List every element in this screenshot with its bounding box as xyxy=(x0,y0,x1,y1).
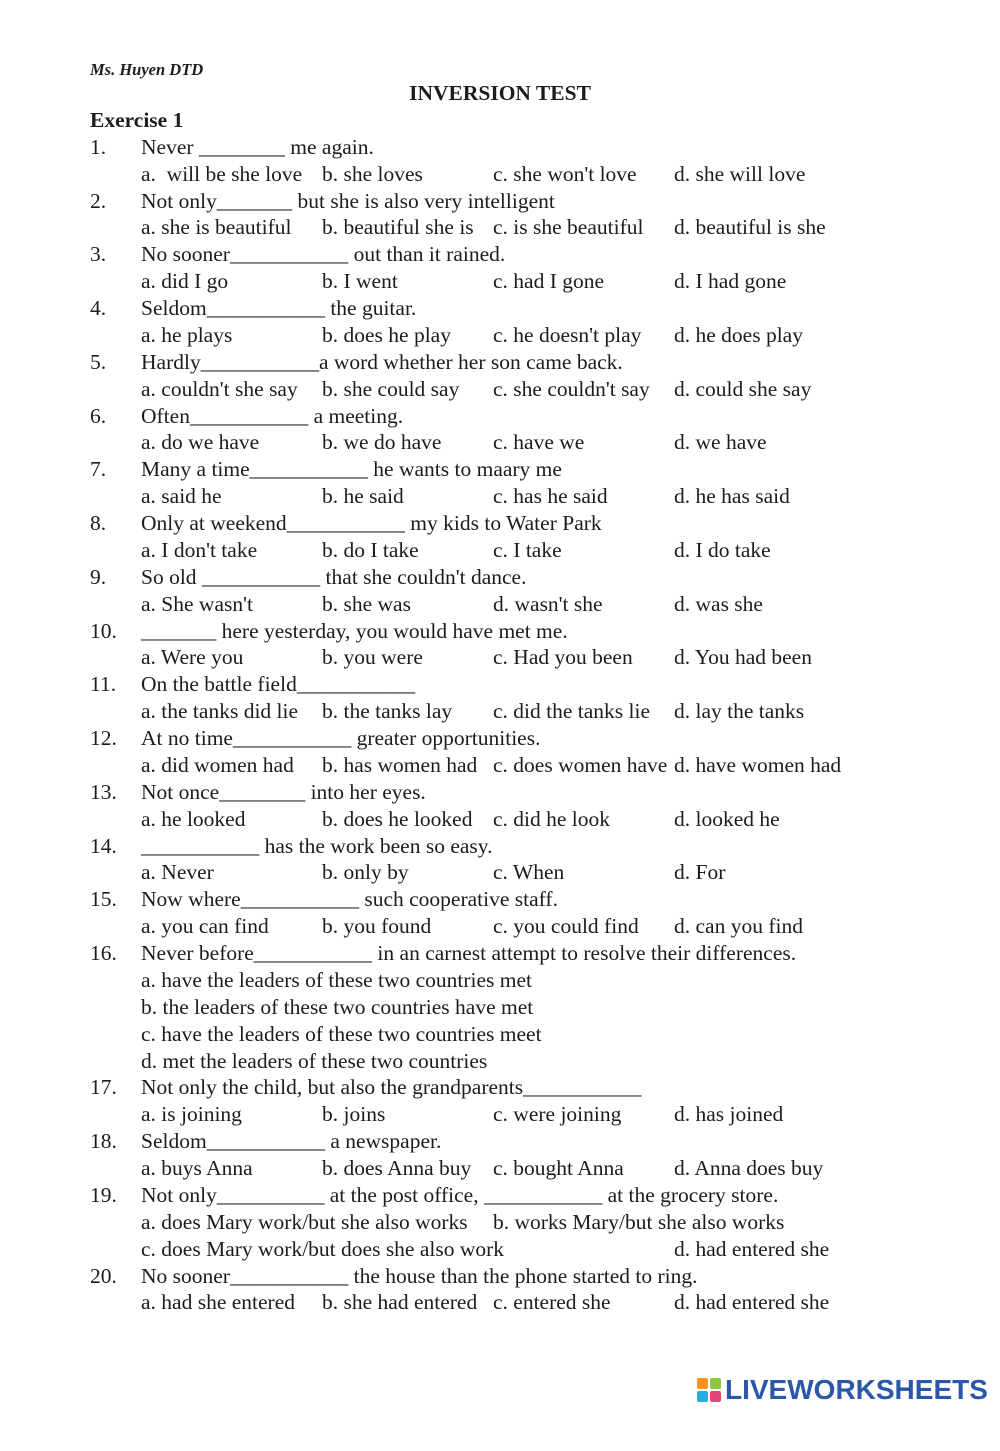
question-18-options-line xyxy=(90,1155,910,1182)
question-15-options-line xyxy=(90,913,910,940)
question-12-option-a: a. did women had xyxy=(141,752,294,777)
question-14-number: 14. xyxy=(90,833,117,858)
question-15-stem-line xyxy=(90,886,910,913)
question-9-stem-line xyxy=(90,564,910,591)
question-7-option-c: c. has he said xyxy=(493,484,608,509)
question-12-number: 12. xyxy=(90,726,117,750)
question-10-stem-line xyxy=(90,618,910,645)
question-3-option-b: b. I went xyxy=(322,269,398,294)
question-3-option-a: a. did I go xyxy=(141,269,229,294)
question-6-stem-line xyxy=(90,403,910,430)
question-7-option-d: d. he has said xyxy=(674,484,790,509)
question-17-option-a: a. is joining xyxy=(141,1102,242,1127)
question-5-stem-line xyxy=(90,349,910,376)
logo-icon-block xyxy=(697,1378,708,1389)
question-20-option-b: b. she had entered xyxy=(322,1290,478,1315)
question-16-option-a-line xyxy=(90,967,910,994)
question-7-stem: Many a time___________ he wants to maary me xyxy=(141,457,562,482)
logo-wordmark: LIVEWORKSHEETS xyxy=(725,1374,988,1405)
question-19-stem: Not only__________ at the post office, ___________ at the grocery store. xyxy=(141,1182,779,1207)
question-10-number: 10. xyxy=(90,618,117,643)
question-10-options-line xyxy=(90,644,910,671)
question-11-option-d: d. lay the tanks xyxy=(674,699,805,724)
question-5-option-c: c. she couldn't say xyxy=(493,376,650,401)
question-7-option-b: b. he said xyxy=(322,484,404,509)
question-7-options-line xyxy=(90,483,910,510)
question-1-option-d: d. she will love xyxy=(674,161,806,186)
question-7-stem-line xyxy=(90,456,910,483)
question-15-stem: Now where___________ such cooperative staff. xyxy=(141,887,558,912)
worksheet xyxy=(90,80,910,1316)
question-8-stem: Only at weekend___________ my kids to Water Park xyxy=(141,511,602,535)
question-1-stem-line xyxy=(90,134,910,161)
question-8-option-d: d. I do take xyxy=(674,537,771,562)
question-16-option-d-line xyxy=(90,1048,910,1075)
question-11-number: 11. xyxy=(90,672,117,697)
author-name: Ms. Huyen DTD xyxy=(90,60,204,79)
question-10-option-b: b. you were xyxy=(322,645,423,670)
question-16-option-d: d. met the leaders of these two countries xyxy=(141,1048,488,1073)
question-14-option-b: b. only by xyxy=(322,860,409,885)
question-16-option-a: a. have the leaders of these two countries met xyxy=(141,967,533,992)
question-14-options-line xyxy=(90,859,910,886)
question-1-stem: Never ________ me again. xyxy=(141,134,374,159)
question-12-option-d: d. have women had xyxy=(674,752,842,777)
question-5-option-a: a. couldn't she say xyxy=(141,376,298,401)
question-4-option-a: a. he plays xyxy=(141,322,233,347)
question-14-option-a: a. Never xyxy=(141,860,214,885)
question-20-option-d: d. had entered she xyxy=(674,1290,830,1315)
question-19-number: 19. xyxy=(90,1182,117,1207)
question-13-option-c: c. did he look xyxy=(493,806,611,831)
question-19-options-line-1 xyxy=(90,1209,910,1236)
question-14-option-c: c. When xyxy=(493,860,565,885)
question-8-options-line xyxy=(90,537,910,564)
question-14-stem: ___________ has the work been so easy. xyxy=(141,833,493,858)
question-16-stem: Never before___________ in an carnest attempt to resolve their differences. xyxy=(141,941,797,965)
question-18-stem: Seldom___________ a newspaper. xyxy=(141,1129,442,1154)
question-15-option-c: c. you could find xyxy=(493,914,639,939)
question-2-stem: Not only_______ but she is also very intelligent xyxy=(141,188,555,213)
question-16-option-c: c. have the leaders of these two countries meet xyxy=(141,1021,542,1046)
question-17-option-d: d. has joined xyxy=(674,1102,784,1127)
question-17-number: 17. xyxy=(90,1075,117,1100)
question-9-stem: So old ___________ that she couldn't dance. xyxy=(141,564,527,589)
question-20-stem-line xyxy=(90,1263,910,1290)
question-2-option-c: c. is she beautiful xyxy=(493,215,644,240)
question-17-stem: Not only the child, but also the grandparents___________ xyxy=(141,1075,642,1100)
question-7-option-a: a. said he xyxy=(141,484,222,509)
logo-icon-block xyxy=(697,1391,708,1402)
question-13-option-a: a. he looked xyxy=(141,806,246,831)
question-2-option-d: d. beautiful is she xyxy=(674,215,826,240)
question-19-stem-line xyxy=(90,1182,910,1209)
question-8-stem-line xyxy=(90,510,910,537)
question-8-option-b: b. do I take xyxy=(322,537,419,562)
question-11-option-b: b. the tanks lay xyxy=(322,699,453,724)
question-19-option-b: b. works Mary/but she also works xyxy=(493,1209,785,1234)
question-10-option-c: c. Had you been xyxy=(493,645,633,670)
question-12-option-b: b. has women had xyxy=(322,752,478,777)
question-6-option-c: c. have we xyxy=(493,430,585,455)
question-18-option-d: d. Anna does buy xyxy=(674,1156,824,1180)
liveworksheets-logo-icon xyxy=(697,1378,722,1403)
question-8-option-a: a. I don't take xyxy=(141,537,258,562)
question-3-options-line xyxy=(90,268,910,295)
question-4-option-d: d. he does play xyxy=(674,322,803,347)
question-13-options-line xyxy=(90,806,910,833)
question-18-option-a: a. buys Anna xyxy=(141,1156,253,1180)
question-3-stem: No sooner___________ out than it rained. xyxy=(141,242,506,267)
question-8-number: 8. xyxy=(90,511,107,535)
question-10-stem: _______ here yesterday, you would have met me. xyxy=(141,618,568,643)
question-14-stem-line xyxy=(90,833,910,860)
question-10-option-a: a. Were you xyxy=(141,645,244,670)
question-12-option-c: c. does women have xyxy=(493,752,668,777)
question-13-option-b: b. does he looked xyxy=(322,806,473,831)
question-16-stem-line xyxy=(90,940,910,967)
question-2-number: 2. xyxy=(90,188,107,213)
question-1-option-c: c. she won't love xyxy=(493,161,637,186)
question-11-option-c: c. did the tanks lie xyxy=(493,699,651,724)
logo-icon-block xyxy=(710,1391,721,1402)
question-12-stem: At no time___________ greater opportunities. xyxy=(141,726,541,750)
question-2-option-b: b. beautiful she is xyxy=(322,215,474,240)
question-15-option-d: d. can you find xyxy=(674,914,803,939)
liveworksheets-logo xyxy=(697,1376,988,1404)
question-18-option-c: c. bought Anna xyxy=(493,1156,624,1180)
question-10-option-d: d. You had been xyxy=(674,645,812,670)
question-3-option-c: c. had I gone xyxy=(493,269,605,294)
question-6-options-line xyxy=(90,429,910,456)
question-13-stem: Not once________ into her eyes. xyxy=(141,779,426,804)
question-9-options-line xyxy=(90,591,910,618)
question-20-options-line xyxy=(90,1289,910,1316)
question-4-option-c: c. he doesn't play xyxy=(493,322,642,347)
exercise-label: Exercise 1 xyxy=(90,107,184,132)
question-6-number: 6. xyxy=(90,403,107,428)
question-16-number: 16. xyxy=(90,941,117,965)
question-15-number: 15. xyxy=(90,887,117,912)
question-9-number: 9. xyxy=(90,564,107,589)
question-8-option-c: c. I take xyxy=(493,537,562,562)
question-11-options-line xyxy=(90,698,910,725)
question-15-option-b: b. you found xyxy=(322,914,432,939)
question-5-stem: Hardly___________a word whether her son came back. xyxy=(141,349,623,374)
question-5-option-b: b. she could say xyxy=(322,376,460,401)
question-20-number: 20. xyxy=(90,1263,117,1288)
question-11-stem: On the battle field___________ xyxy=(141,672,416,697)
question-1-options-line xyxy=(90,161,910,188)
question-19-option-a: a. does Mary work/but she also works xyxy=(141,1209,468,1234)
question-9-option-c: d. wasn't she xyxy=(493,591,603,616)
question-2-stem-line xyxy=(90,188,910,215)
question-9-option-a: a. She wasn't xyxy=(141,591,253,616)
question-9-option-d: d. was she xyxy=(674,591,763,616)
question-17-option-c: c. were joining xyxy=(493,1102,622,1127)
question-5-number: 5. xyxy=(90,349,107,374)
question-17-option-b: b. joins xyxy=(322,1102,386,1127)
question-1-option-a: a. will be she love xyxy=(141,161,303,186)
question-15-option-a: a. you can find xyxy=(141,914,269,939)
question-19-options-line-2 xyxy=(90,1236,910,1263)
question-4-option-b: b. does he play xyxy=(322,322,451,347)
question-4-stem-line xyxy=(90,295,910,322)
question-1-number: 1. xyxy=(90,134,107,159)
question-17-options-line xyxy=(90,1101,910,1128)
question-20-option-c: c. entered she xyxy=(493,1290,611,1315)
question-5-option-d: d. could she say xyxy=(674,376,812,401)
question-7-number: 7. xyxy=(90,457,107,482)
question-16-option-c-line xyxy=(90,1021,910,1048)
question-6-stem: Often___________ a meeting. xyxy=(141,403,404,428)
question-14-option-d: d. For xyxy=(674,860,726,885)
question-6-option-b: b. we do have xyxy=(322,430,442,455)
question-2-option-a: a. she is beautiful xyxy=(141,215,292,240)
question-6-option-a: a. do we have xyxy=(141,430,260,455)
question-9-option-b: b. she was xyxy=(322,591,411,616)
page-title: INVERSION TEST xyxy=(409,81,591,105)
question-18-stem-line xyxy=(90,1128,910,1155)
question-1-option-b: b. she loves xyxy=(322,161,423,186)
question-4-stem: Seldom___________ the guitar. xyxy=(141,296,417,320)
question-4-number: 4. xyxy=(90,296,107,320)
question-3-stem-line xyxy=(90,241,910,268)
question-20-stem: No sooner___________ the house than the phone started to ring. xyxy=(141,1263,698,1288)
question-13-option-d: d. looked he xyxy=(674,806,780,831)
question-12-options-line xyxy=(90,752,910,779)
question-16-option-b-line xyxy=(90,994,910,1021)
question-5-options-line xyxy=(90,376,910,403)
question-16-option-b: b. the leaders of these two countries have met xyxy=(141,994,534,1019)
question-11-stem-line xyxy=(90,671,910,698)
question-12-stem-line xyxy=(90,725,910,752)
question-2-options-line xyxy=(90,214,910,241)
question-19-option-c: c. does Mary work/but does she also work xyxy=(141,1236,505,1261)
question-11-option-a: a. the tanks did lie xyxy=(141,699,299,724)
question-17-stem-line xyxy=(90,1074,910,1101)
question-6-option-d: d. we have xyxy=(674,430,767,455)
question-19-option-d: d. had entered she xyxy=(674,1236,830,1261)
question-20-option-a: a. had she entered xyxy=(141,1290,296,1315)
question-18-option-b: b. does Anna buy xyxy=(322,1156,472,1180)
question-18-number: 18. xyxy=(90,1129,117,1154)
question-13-stem-line xyxy=(90,779,910,806)
question-3-number: 3. xyxy=(90,242,107,267)
question-4-options-line xyxy=(90,322,910,349)
question-13-number: 13. xyxy=(90,779,117,804)
logo-icon-block xyxy=(710,1378,721,1389)
question-3-option-d: d. I had gone xyxy=(674,269,787,294)
